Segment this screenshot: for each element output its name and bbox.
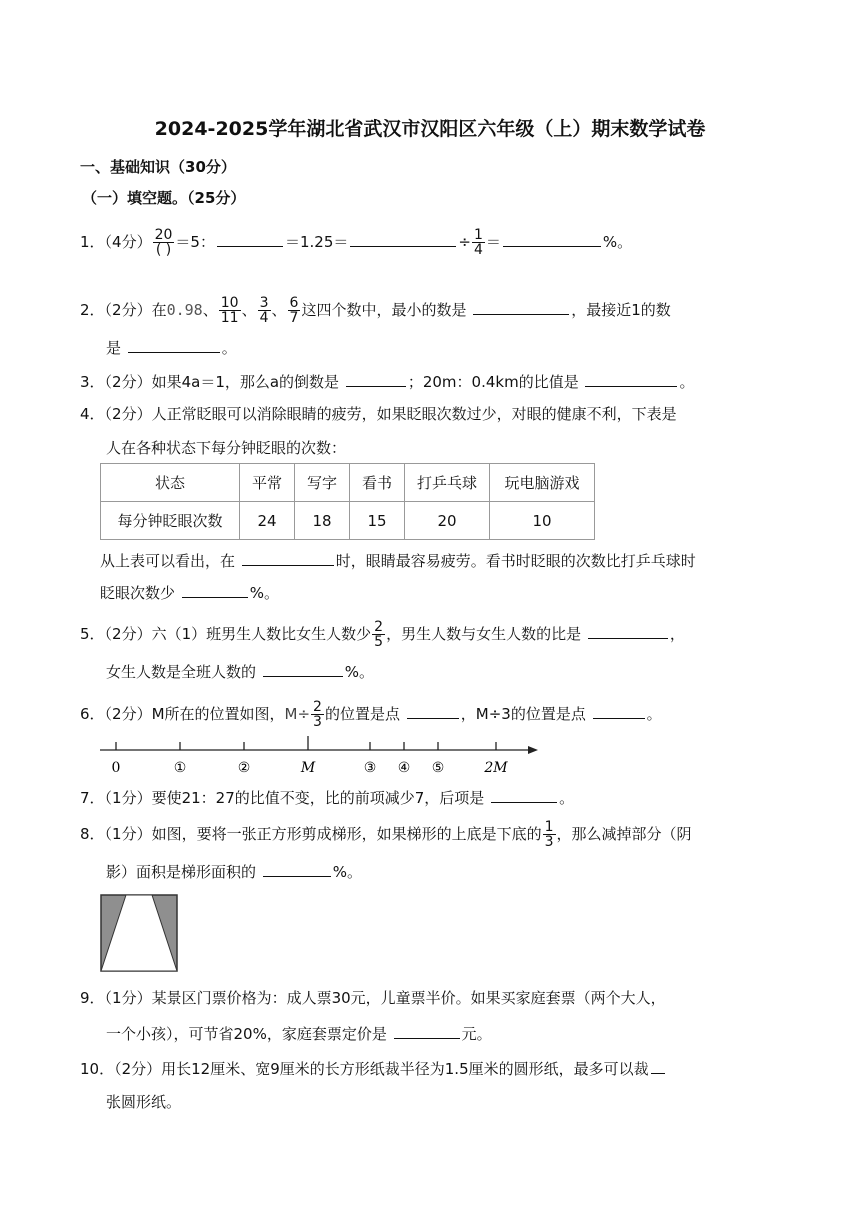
tick-label: 0 [111, 760, 121, 776]
table-header: 状态 [101, 464, 240, 502]
table-header: 玩电脑游戏 [490, 464, 595, 502]
q1-fraction-1: $\frac{20}{( )}$ [154, 227, 173, 258]
subsection-heading: （一）填空题。（25分） [82, 189, 246, 207]
q8-blank[interactable] [263, 860, 331, 877]
table-header: 平常 [240, 464, 295, 502]
q2-fraction-2: $\frac{3}{4}$ [259, 295, 269, 326]
table-cell: 24 [240, 502, 295, 540]
table-header: 打乒乓球 [405, 464, 490, 502]
q5-blank-2[interactable] [263, 660, 343, 677]
q10-blank[interactable] [651, 1057, 665, 1074]
question-5: 5．（2分）六（1）班男生人数比女生人数少 $\frac{2}{5}$ ，男生人数与女生人数的比是 ， [80, 619, 685, 650]
question-4-line3: 从上表可以看出，在 时，眼睛最容易疲劳。看书时眨眼的次数比打乒乓球时 [100, 549, 696, 572]
q4-blank-2[interactable] [182, 581, 248, 598]
tick-label: 2M [484, 760, 508, 776]
q1-prefix: 1．（4分） [80, 233, 152, 251]
question-8: 8．（1分）如图，要将一张正方形剪成梯形，如果梯形的上底是下底的 $\frac{1}{3}$ ，那么减掉部分（阴 [80, 819, 692, 850]
tick-label: ④ [397, 760, 411, 776]
tick-label: ③ [363, 760, 377, 776]
q1-blank-1[interactable] [217, 230, 283, 247]
q1-fraction-2: $\frac{1}{4}$ [473, 227, 483, 258]
question-1: 1．（4分） $\frac{20}{( )}$ ＝5： ＝1.25＝ ÷ $\frac{1}{4}$ ＝ %。 [80, 227, 633, 258]
question-2-cont: 是 。 [106, 336, 237, 359]
q1-blank-3[interactable] [503, 230, 601, 247]
question-4-cont: 人在各种状态下每分钟眨眼的次数： [106, 439, 347, 457]
table-cell: 10 [490, 502, 595, 540]
q5-fraction: $\frac{2}{5}$ [374, 619, 384, 650]
q6-fraction: $\frac{2}{3}$ [313, 699, 322, 730]
q2-fraction-3: $\frac{6}{7}$ [289, 295, 299, 326]
table-cell: 18 [295, 502, 350, 540]
table-cell: 20 [405, 502, 490, 540]
section-heading: 一、基础知识（30分） [80, 158, 236, 176]
q6-blank-2[interactable] [593, 702, 645, 719]
table-header: 看书 [350, 464, 405, 502]
question-3: 3．（2分）如果4a＝1，那么a的倒数是 ；20m：0.4km的比值是 。 [80, 370, 695, 393]
question-9-cont: 一个小孩），可节省20%，家庭套票定价是 元。 [106, 1022, 492, 1045]
table-cell: 15 [350, 502, 405, 540]
table-cell: 每分钟眨眼次数 [101, 502, 240, 540]
question-5-cont: 女生人数是全班人数的 %。 [106, 660, 374, 683]
q4-blank-1[interactable] [242, 549, 334, 566]
tick-label: M [300, 760, 316, 776]
q8-fraction: $\frac{1}{3}$ [544, 819, 554, 850]
trapezoid-figure [100, 894, 180, 974]
tick-label: ① [173, 760, 187, 776]
page-title: 2024-2025学年湖北省武汉市汉阳区六年级（上）期末数学试卷 [154, 118, 706, 140]
question-6: 6．（2分）M所在的位置如图，M÷ $\frac{2}{3}$ 的位置是点 ，M÷3的位置是点 。 [80, 699, 662, 730]
q2-blank-1[interactable] [473, 298, 569, 315]
number-line [100, 736, 540, 776]
question-9: 9．（1分）某景区门票价格为：成人票30元，儿童票半价。如果买家庭套票（两个大人， [80, 989, 666, 1007]
q2-fraction-1: $\frac{10}{11}$ [220, 295, 239, 326]
blink-table [100, 463, 595, 540]
q3-blank-2[interactable] [585, 370, 677, 387]
number-line-arrow [528, 746, 538, 754]
q9-blank[interactable] [394, 1022, 460, 1039]
q1-blank-2[interactable] [350, 230, 456, 247]
question-10-cont: 张圆形纸。 [106, 1093, 182, 1111]
question-7: 7．（1分）要使21：27的比值不变，比的前项减少7，后项是 。 [80, 786, 574, 809]
q6-blank-1[interactable] [407, 702, 459, 719]
question-10: 10．（2分）用长12厘米、宽9厘米的长方形纸裁半径为1.5厘米的圆形纸，最多可以裁 [80, 1057, 667, 1080]
q3-blank-1[interactable] [346, 370, 406, 387]
tick-label: ② [237, 760, 251, 776]
question-8-cont: 影）面积是梯形面积的 %。 [106, 860, 362, 883]
tick-label: ⑤ [431, 760, 445, 776]
q2-blank-2[interactable] [128, 336, 220, 353]
question-4-line4: 眨眼次数少 %。 [100, 581, 279, 604]
question-2: 2．（2分）在0.98、 $\frac{10}{11}$ 、 $\frac{3}{4}$ 、 $\frac{6}{7}$ 这四个数中，最小的数是 ，最接近1的数 [80, 295, 671, 326]
q7-blank[interactable] [491, 786, 557, 803]
question-4: 4．（2分）人正常眨眼可以消除眼睛的疲劳，如果眨眼次数过少，对眼的健康不利，下表是 [80, 405, 677, 423]
table-header: 写字 [295, 464, 350, 502]
q5-blank-1[interactable] [588, 622, 668, 639]
